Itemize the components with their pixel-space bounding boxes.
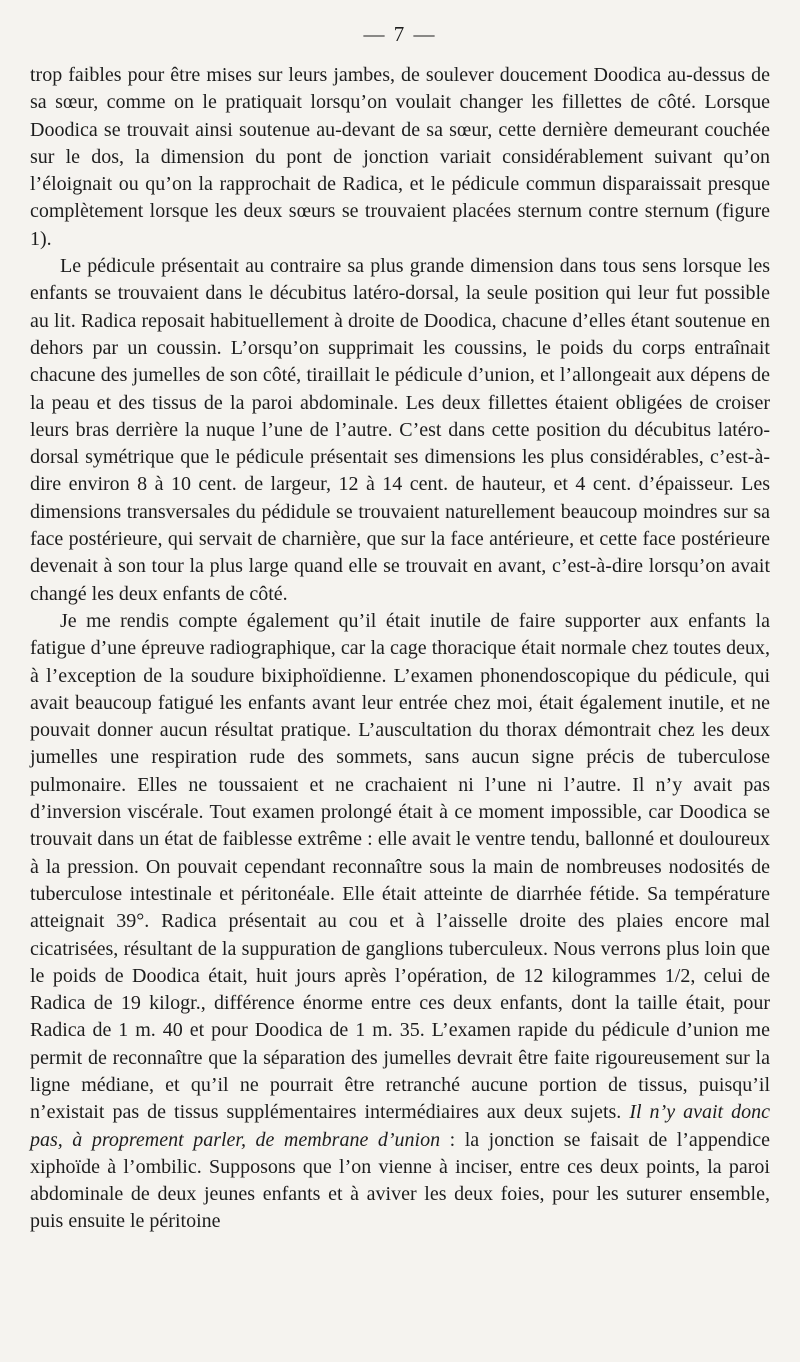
page-number: — 7 — (363, 22, 437, 46)
paragraph-3-main: Je me rendis compte également qu’il était inutile de faire supporter aux enfants la fatigue d’une épreuve radiographique, car la cage thoracique était normale chez toutes deux, à l’exception de la soudure bixiphoïdienne. L’examen phonendoscopique du pédicule, qui avait beaucoup fatigué les enfants avant leur entrée chez moi, était également inutile, et ne pouvait donner aucun résultat pratique. L’auscultation du thorax démontrait chez les deux jumelles une respiration rude des sommets, sans aucun signe précis de tuberculose pulmonaire. Elles ne toussaient et ne crachaient ni l’une ni l’autre. Il n’y avait pas d’inversion viscérale. Tout examen prolongé était à ce moment impossible, car Doodica se trouvait dans un état de faiblesse extrême : elle avait le ventre tendu, ballonné et douloureux à la pression. On pouvait cependant reconnaître sous la main de nombreuses nodosités de tuberculose intestinale et péritonéale. Elle était atteinte de diarrhée fétide. Sa température atteignait 39°. Radica présentait au cou et à l’aisselle droite des plaies encore mal cicatrisées, résultant de la suppuration de ganglions tuberculeux. Nous verrons plus loin que le poids de Doodica était, huit jours après l’opération, de 12 kilogrammes 1/2, celui de Radica de 19 kilogr., différence énorme entre ces deux enfants, dont la taille était, pour Radica de 1 m. 40 et pour Doodica de 1 m. 35. L’examen rapide du pédicule d’union me permit de reconnaître que la séparation des jumelles devrait être faite rigoureusement sur la ligne médiane, et qu’il ne pourrait être retranché aucune portion de tissus, puisqu’il n’existait pas de tissus supplémentaires intermédiaires aux deux sujets. (30, 609, 770, 1124)
paragraph-1: trop faibles pour être mises sur leurs jambes, de soulever doucement Doodica au-dessus de sa sœur, comme on le pratiquait lorsqu’on voulait changer les fillettes de côté. Lorsque Doodica se trouvait ainsi soutenue au-devant de sa sœur, cette dernière demeurant couchée sur le dos, la dimension du pont de jonction variait considérablement suivant qu’on l’éloignait ou qu’on la rapprochait de Radica, et le pédicule commun disparaissait presque complètement lorsque les deux sœurs se trouvaient placées sternum contre sternum (figure 1). (30, 64, 770, 250)
paragraph-2: Le pédicule présentait au contraire sa plus grande dimension dans tous sens lorsque les enfants se trouvaient dans le décubitus latéro-dorsal, la seule position qui leur fut possible au lit. Radica reposait habituellement à droite de Doodica, chacune d’elles étant soutenue en dehors par un coussin. L’orsqu’on supprimait les coussins, le poids du corps entraînait chacune des jumelles de son côté, tiraillait le pédicule d’union, et l’allongeait aux dépens de la peau et des tissus de la paroi abdominale. Les deux fillettes étaient obligées de croiser leurs bras derrière la nuque l’une de l’autre. C’est dans cette position du décubitus latéro-dorsal symétrique que le pédicule présentait ses dimensions les plus considérables, c’est-à-dire environ 8 à 10 cent. de largeur, 12 à 14 cent. de hauteur, et 4 cent. d’épaisseur. Les dimensions transversales du pédidule se trouvaient naturellement beaucoup moindres sur sa face postérieure, qui servait de charnière, que sur la face antérieure, et cette face postérieure devenait à son tour la plus large quand elle se trouvait en avant, c’est-à-dire lorsqu’on avait changé les deux enfants de côté. (30, 255, 770, 605)
body-text (30, 62, 770, 1236)
paragraph-3 (30, 608, 770, 1236)
paragraph-3-italic: Il n’y avait donc pas, à proprement parler, de membrane d’union (30, 1101, 771, 1151)
paragraph-3-tail: : la jonction se faisait de l’appendice xiphoïde à l’ombilic. Supposons que l’on vienne à inciser, entre ces deux points, la paroi abdominale de deux jeunes enfants et à aviver les deux foies, pour les suturer ensemble, puis ensuite le péritoine (30, 1128, 771, 1233)
